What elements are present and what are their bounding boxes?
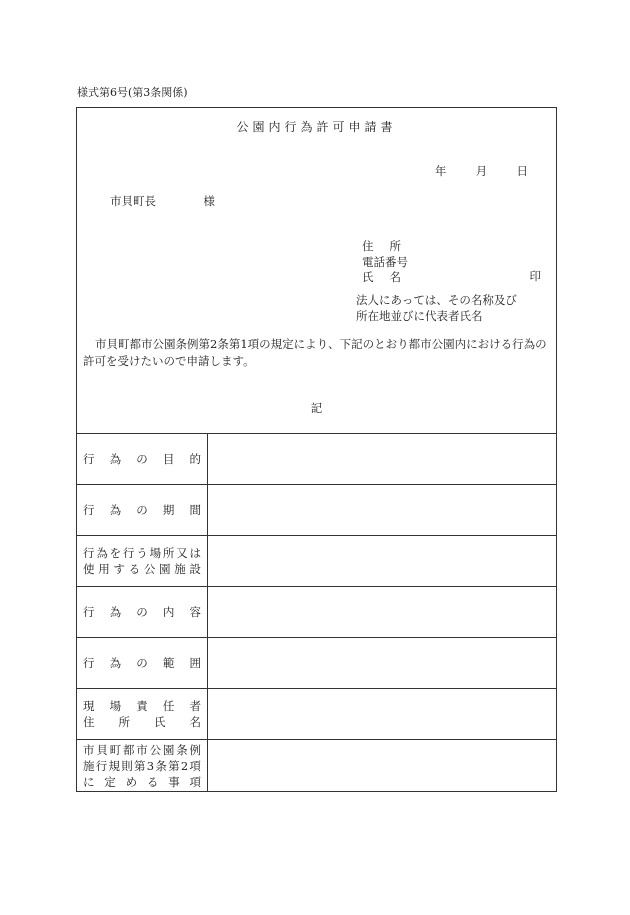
table-row	[77, 638, 556, 689]
table-row	[77, 485, 556, 536]
form-title: 公園内行為許可申請書	[236, 120, 397, 134]
details-table	[77, 433, 556, 792]
ki-heading: 記	[310, 401, 323, 415]
row-label-line: 市 貝 町 都 市 公 園 条 例	[83, 743, 201, 757]
addressee-honorific: 様	[203, 194, 215, 208]
row-label-line: 施 行 規 則 第 3 条 第 2 項	[83, 759, 201, 773]
row-value-field[interactable]	[208, 638, 556, 688]
application-statement: 市貝町都市公園条例第2条第1項の規定により、下記のとおり都市公園内における行為の許可を受けたいので申請します。	[83, 337, 547, 368]
row-label-line: 行 為 の 内 容	[83, 605, 201, 619]
row-label-line: 行 為 を 行 う 場 所 又 は	[83, 546, 201, 560]
addressee-name: 市貝町長	[110, 194, 156, 208]
row-label-line: 住 所 氏 名	[83, 715, 201, 729]
row-value-field[interactable]	[208, 485, 556, 535]
row-label-line: 行 為 の 期 間	[83, 503, 201, 517]
row-label	[77, 689, 208, 739]
table-row	[77, 740, 556, 792]
table-row	[77, 536, 556, 587]
row-value-field[interactable]	[208, 689, 556, 739]
row-value-field[interactable]	[208, 740, 556, 792]
row-label-line: に 定 め る 事 項	[83, 775, 201, 789]
date-line	[435, 163, 528, 179]
addressee	[110, 193, 215, 209]
seal-mark: 印	[529, 269, 541, 283]
application-form	[76, 107, 557, 792]
table-row	[77, 434, 556, 485]
date-month: 月	[475, 164, 488, 178]
corporate-note-line-1: 法人にあっては、その名称及び	[356, 293, 517, 307]
row-value-field[interactable]	[208, 536, 556, 586]
table-row	[77, 689, 556, 740]
row-label-line: 現 場 責 任 者	[83, 699, 201, 713]
row-label-line: 行 為 の 範 囲	[83, 656, 201, 670]
row-label	[77, 434, 208, 484]
row-label-line: 使 用 す る 公 園 施 設	[83, 562, 201, 576]
date-year: 年	[434, 164, 447, 178]
date-day: 日	[516, 164, 528, 178]
table-row	[77, 587, 556, 638]
row-label	[77, 485, 208, 535]
row-value-field[interactable]	[208, 587, 556, 637]
phone-label: 電話番号	[362, 255, 408, 269]
address-label: 住 所	[362, 239, 401, 253]
row-label	[77, 638, 208, 688]
corporate-note-line-2: 所在地並びに代表者氏名	[356, 309, 483, 323]
name-label: 氏 名	[362, 270, 401, 284]
row-label	[77, 536, 208, 586]
row-label-line: 行 為 の 目 的	[83, 452, 201, 466]
form-number: 様式第6号(第3条関係)	[77, 86, 188, 99]
row-label	[77, 740, 208, 792]
row-value-field[interactable]	[208, 434, 556, 484]
row-label	[77, 587, 208, 637]
